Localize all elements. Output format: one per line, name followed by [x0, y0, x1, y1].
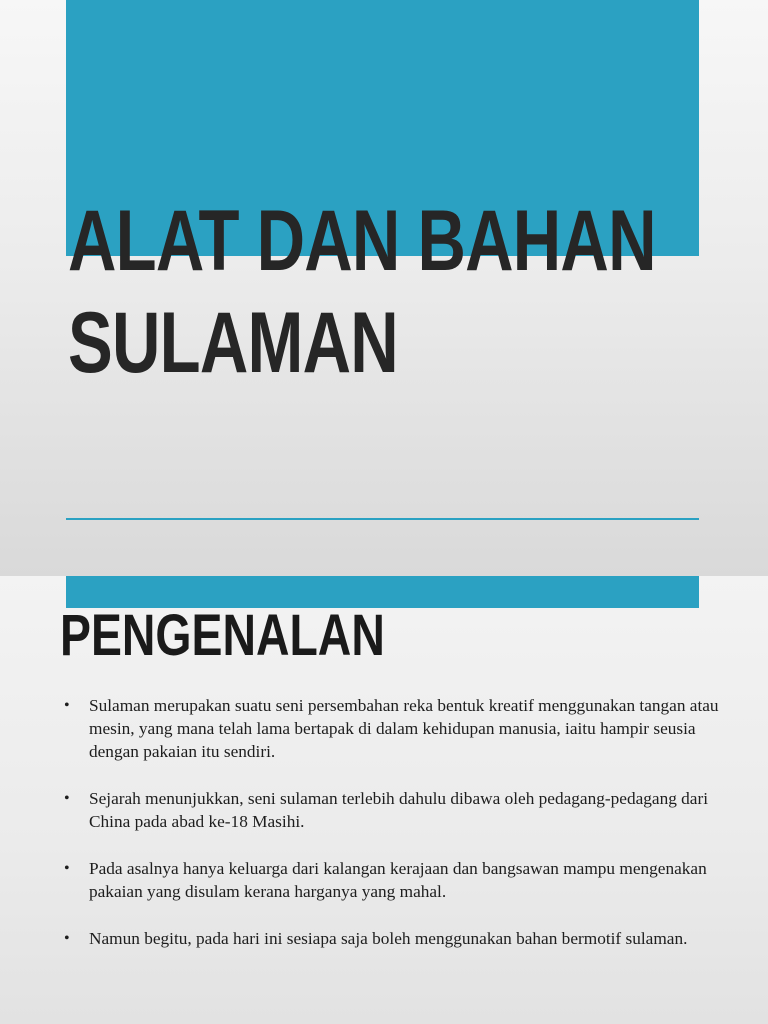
slide-title: [68, 190, 656, 394]
bullet-dot-icon: •: [64, 930, 70, 947]
bullet-dot-icon: •: [64, 697, 70, 714]
slide-title-line-2: SULAMAN: [68, 295, 398, 391]
bullet-item: [60, 927, 720, 950]
title-divider: [66, 518, 699, 520]
bullet-text: Sulaman merupakan suatu seni persembahan reka bentuk kreatif menggunakan tangan atau mesin, yang mana telah lama bertapak di dalam kehidupan manusia, iaitu hampir seusia dengan pakaian itu sendiri.: [89, 696, 719, 761]
bullet-dot-icon: •: [64, 790, 70, 807]
bullet-list: [60, 694, 720, 974]
bullet-item: [60, 857, 720, 903]
bullet-text: Sejarah menunjukkan, seni sulaman terlebih dahulu dibawa oleh pedagang-pedagang dari China pada abad ke-18 Masihi.: [89, 789, 709, 831]
bullet-dot-icon: •: [64, 860, 70, 877]
bullet-text: Namun begitu, pada hari ini sesiapa saja boleh menggunakan bahan bermotif sulaman.: [89, 929, 688, 948]
intro-slide: [0, 576, 768, 1024]
bullet-text: Pada asalnya hanya keluarga dari kalangan kerajaan dan bangsawan mampu mengenakan pakaian yang disulam kerana harganya yang mahal.: [89, 859, 707, 901]
bullet-item: [60, 787, 720, 833]
slide-title-line-1: ALAT DAN BAHAN: [68, 193, 656, 289]
bullet-item: [60, 694, 720, 763]
section-heading: PENGENALAN: [60, 603, 385, 668]
